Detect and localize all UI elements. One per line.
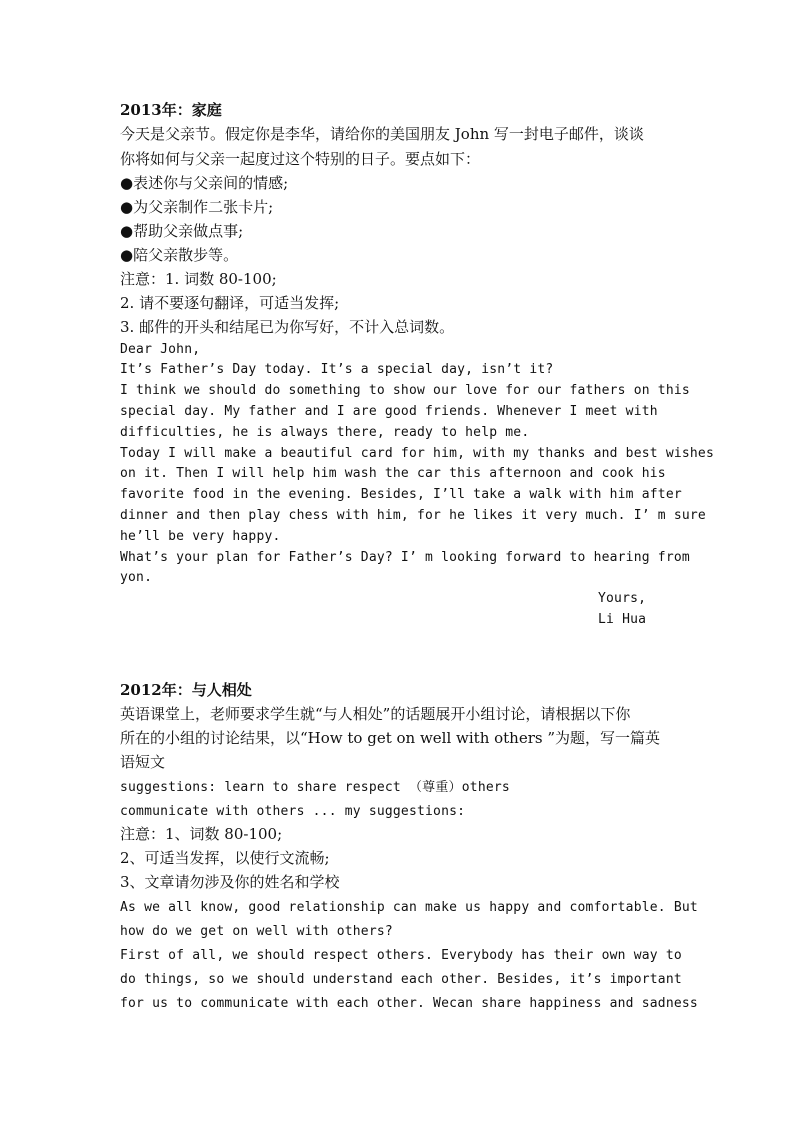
letter-line: Today I will make a beautiful card for him, with my thanks and best wishes bbox=[120, 446, 714, 461]
essay-line: As we all know, good relationship can make us happy and comfortable. But bbox=[120, 900, 698, 915]
letter-line: special day. My father and I are good friends. Whenever I meet with bbox=[120, 404, 658, 419]
prompt-line: 英语课堂上，老师要求学生就“与人相处”的话题展开小组讨论，请根据以下你 bbox=[120, 705, 631, 723]
letter-closing: Yours, bbox=[598, 591, 647, 606]
bullet-item: ●为父亲制作二张卡片; bbox=[120, 198, 274, 216]
essay-line: do things, so we should understand each other. Besides, it’s important bbox=[120, 972, 682, 987]
essay-line: for us to communicate with each other. Wecan share happiness and sadness bbox=[120, 996, 698, 1011]
essay-line: how do we get on well with others? bbox=[120, 924, 393, 939]
letter-line: It’s Father’s Day today. It’s a special day, isn’t it? bbox=[120, 362, 554, 377]
letter-line: he’ll be very happy. bbox=[120, 529, 281, 544]
letter-line: yon. bbox=[120, 570, 153, 585]
letter-line: favorite food in the evening. Besides, I’ll take a walk with him after bbox=[120, 487, 682, 502]
section-heading-2013: 2013年：家庭 bbox=[120, 101, 222, 119]
prompt-line: 今天是父亲节。假定你是李华，请给你的美国朋友 John 写一封电子邮件，谈谈 bbox=[120, 125, 644, 143]
letter-line: difficulties, he is always there, ready to help me. bbox=[120, 425, 530, 440]
bullet-item: ●帮助父亲做点事; bbox=[120, 222, 244, 240]
bullet-item: ●陪父亲散步等。 bbox=[120, 246, 239, 264]
note-line: 注意：1. 词数 80-100; bbox=[120, 270, 277, 288]
note-line: 2、可适当发挥，以使行文流畅; bbox=[120, 849, 330, 867]
letter-line: on it. Then I will help him wash the car this afternoon and cook his bbox=[120, 466, 666, 481]
prompt-line: 你将如何与父亲一起度过这个特别的日子。要点如下： bbox=[120, 150, 481, 168]
prompt-line: 语短文 bbox=[120, 753, 166, 771]
letter-line: dinner and then play chess with him, for he likes it very much. I’ m sure bbox=[120, 508, 706, 523]
section-heading-2012: 2012年：与人相处 bbox=[120, 681, 252, 699]
letter-greeting: Dear John, bbox=[120, 342, 201, 357]
suggestions-line: suggestions: learn to share respect （尊重）others bbox=[120, 780, 510, 795]
letter-line: What’s your plan for Father’s Day? I’ m looking forward to hearing from bbox=[120, 550, 690, 565]
suggestions-line: communicate with others ... my suggestions: bbox=[120, 804, 466, 819]
note-line: 注意：1、词数 80-100; bbox=[120, 825, 283, 843]
note-line: 3、文章请勿涉及你的姓名和学校 bbox=[120, 873, 340, 891]
note-line: 3. 邮件的开头和结尾已为你写好，不计入总词数。 bbox=[120, 318, 455, 336]
bullet-item: ●表述你与父亲间的情感; bbox=[120, 174, 289, 192]
essay-line: First of all, we should respect others. Everybody has their own way to bbox=[120, 948, 682, 963]
letter-signature: Li Hua bbox=[598, 612, 647, 627]
note-line: 2. 请不要逐句翻译，可适当发挥; bbox=[120, 294, 340, 312]
letter-line: I think we should do something to show our love for our fathers on this bbox=[120, 383, 690, 398]
prompt-line: 所在的小组的讨论结果，以“How to get on well with others ”为题，写一篇英 bbox=[120, 729, 661, 747]
